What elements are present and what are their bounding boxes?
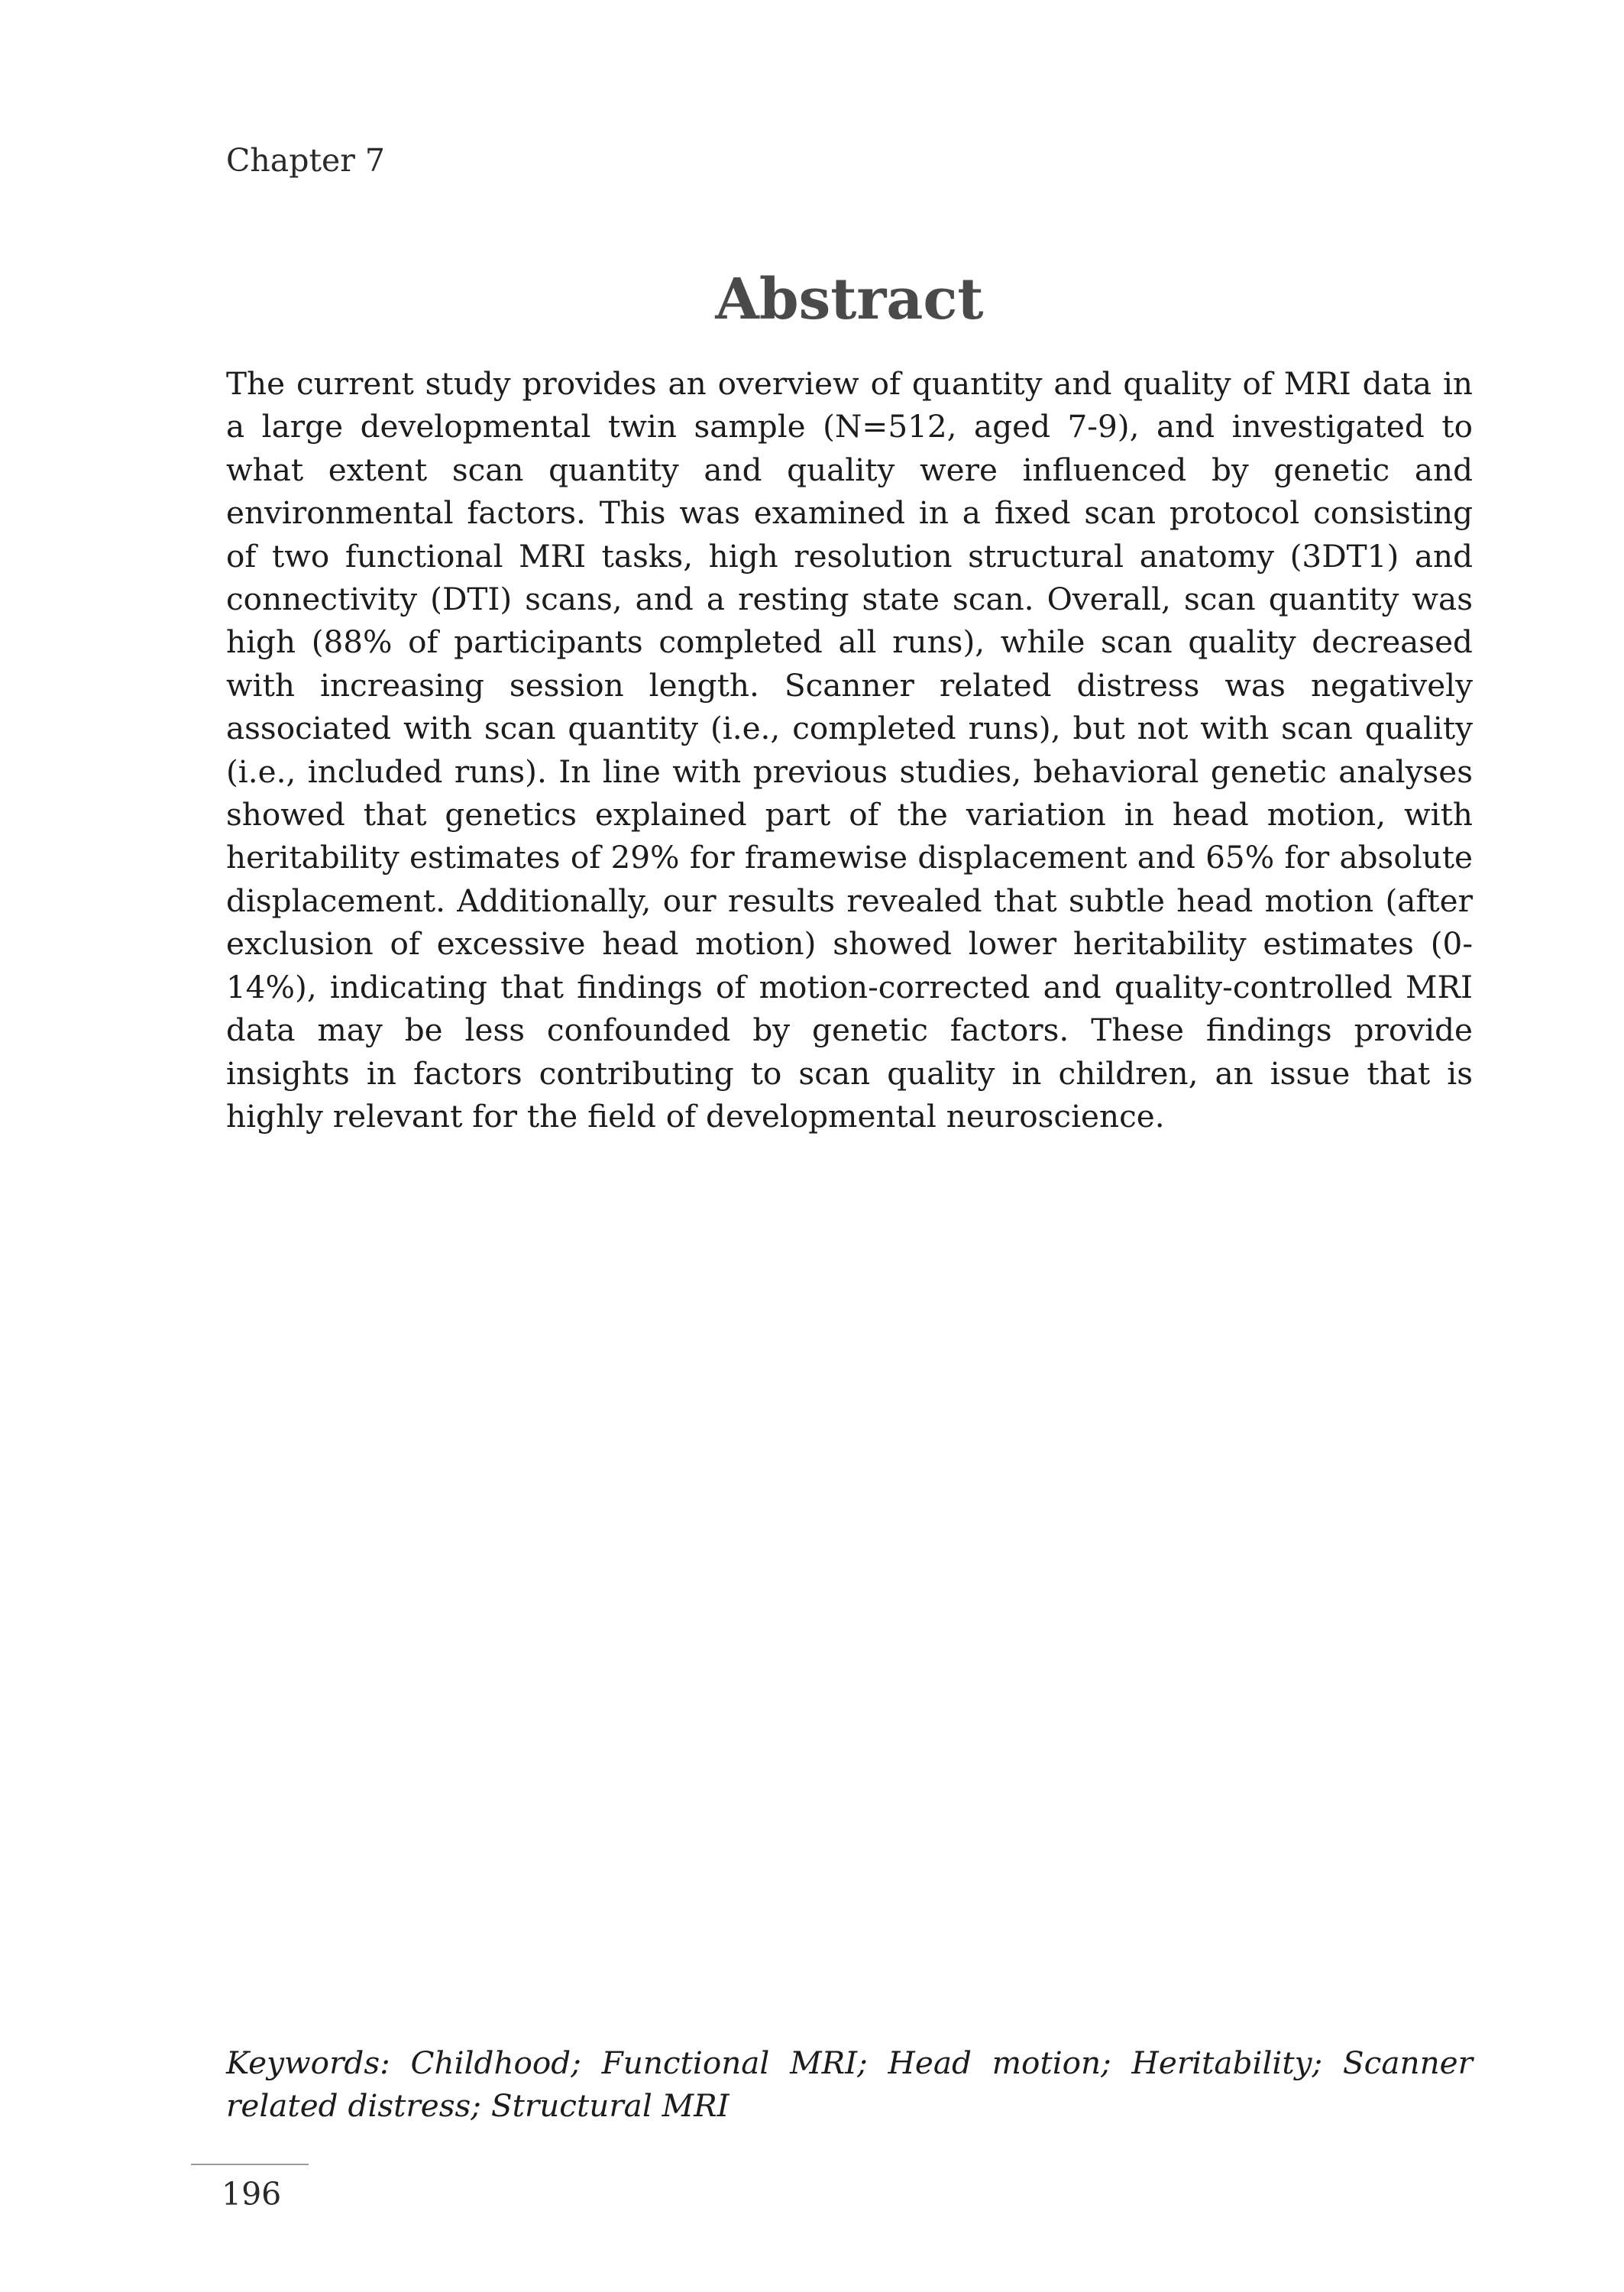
footer-divider	[191, 2164, 309, 2165]
abstract-body: The current study provides an overview of quantity and quality of MRI data in a large developmental twin sample (N=512, aged 7-9), and investigated to what extent scan quantity and quality were influenced by genetic and environmental factors. This was examined in a fixed scan protocol consisting of two functional MRI tasks, high resolution structural anatomy (3DT1) and connectivity (DTI) scans, and a resting state scan. Overall, scan quantity was high (88% of participants completed all runs), while scan quality decreased with increasing session length. Scanner related distress was negatively associated with scan quantity (i.e., completed runs), but not with scan quality (i.e., included runs). In line with previous studies, behavioral genetic analyses showed that genetics explained part of the variation in head motion, with heritability estimates of 29% for framewise displacement and 65% for absolute displacement. Additionally, our results revealed that subtle head motion (after exclusion of excessive head motion) showed lower heritability estimates (0-14%), indicating that findings of motion-corrected and quality-controlled MRI data may be less confounded by genetic factors. These findings provide insights in factors contributing to scan quality in children, an issue that is highly relevant for the field of developmental neuroscience.	[226, 365, 1473, 1135]
keywords: Keywords: Childhood; Functional MRI; Head motion; Heritability; Scanner related distress; Structural MRI	[226, 2044, 1473, 2124]
running-header-chapter: Chapter 7	[226, 142, 385, 179]
page-number: 196	[222, 2176, 282, 2213]
abstract-title: Abstract	[715, 267, 984, 332]
